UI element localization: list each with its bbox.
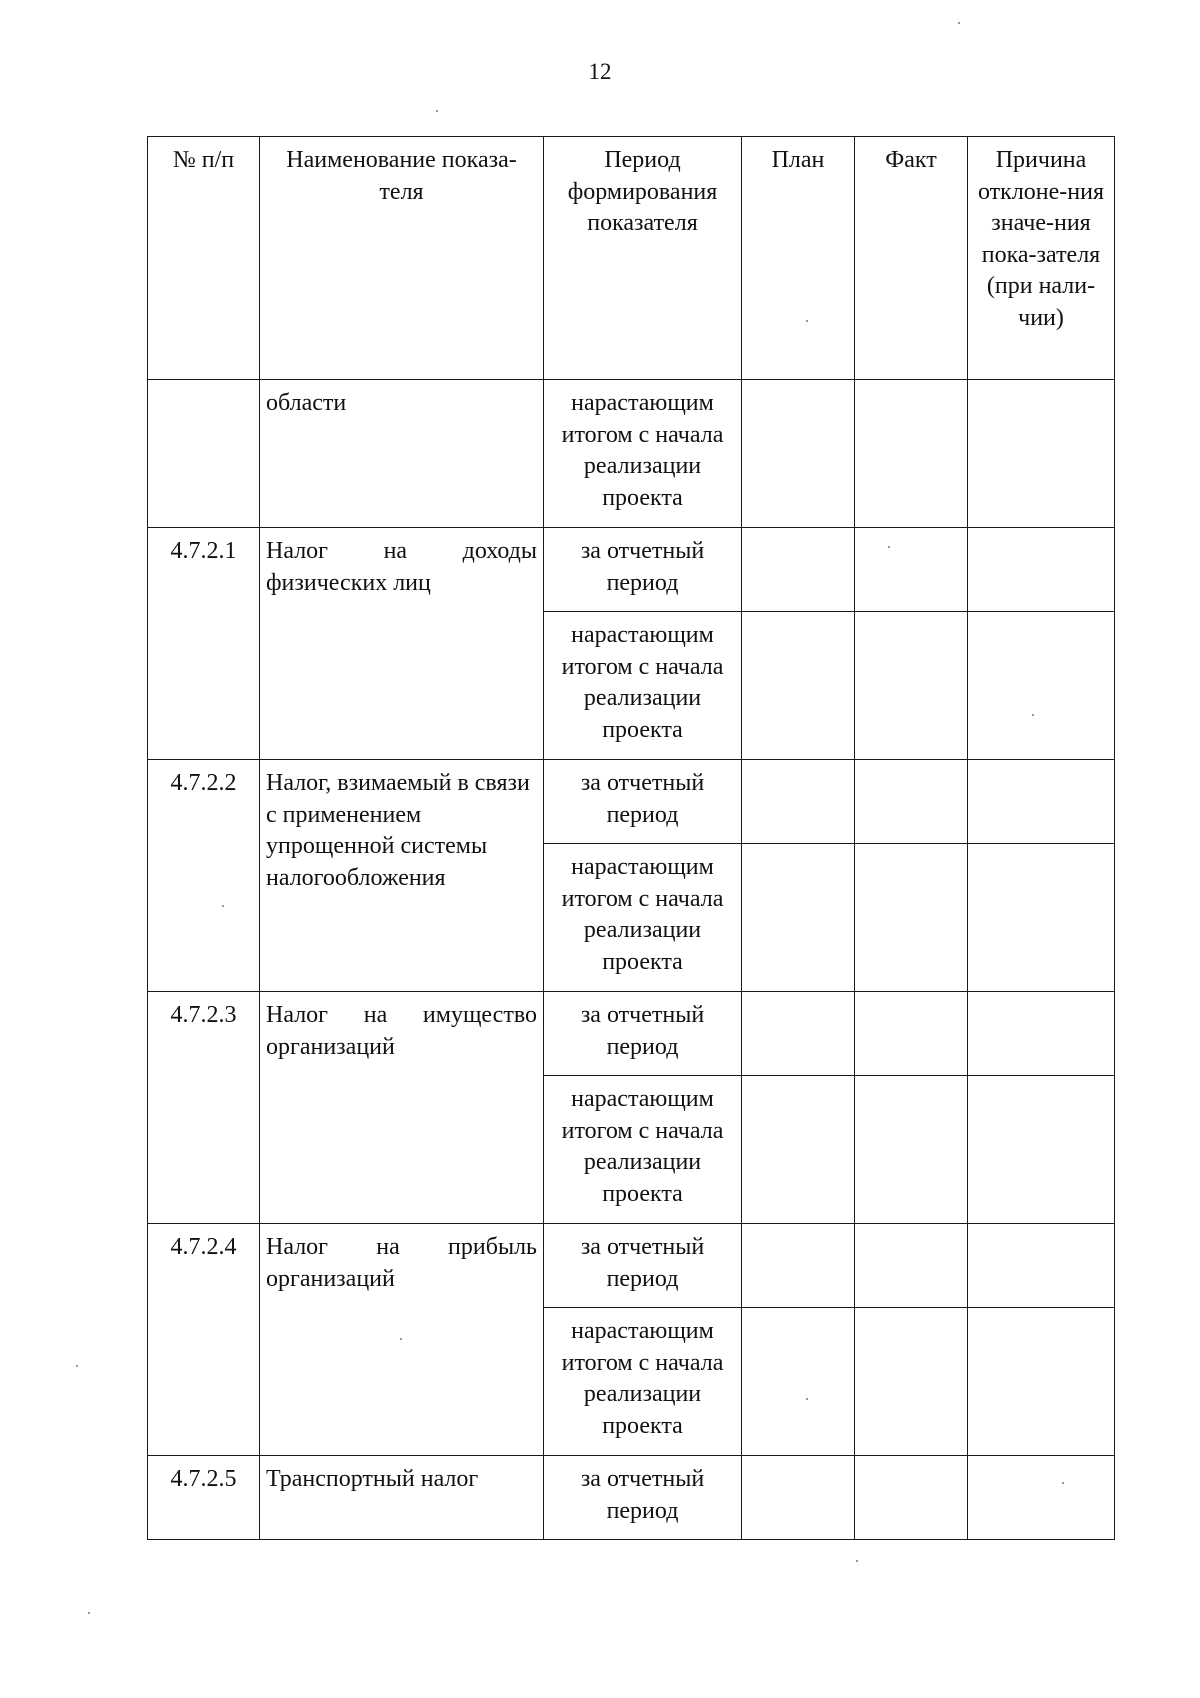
cell-plan	[742, 1308, 855, 1456]
cell-plan	[742, 1076, 855, 1224]
cell-fact	[855, 1456, 968, 1540]
cell-num: 4.7.2.4	[148, 1224, 260, 1456]
cell-reason	[968, 612, 1115, 760]
scan-speck	[222, 905, 224, 907]
cell-period: за отчетный период	[544, 992, 742, 1076]
scan-speck	[400, 1338, 402, 1340]
table-row	[148, 992, 1115, 1076]
cell-plan	[742, 612, 855, 760]
cell-period: нарастающим итогом с начала реализации проекта	[544, 1308, 742, 1456]
scan-speck	[958, 22, 960, 24]
cell-period: нарастающим итогом с начала реализации проекта	[544, 380, 742, 528]
header-reason: Причина отклоне-ния значе-ния пока-зателя (при нали-чии)	[968, 137, 1115, 380]
table-row	[148, 1224, 1115, 1308]
cell-fact	[855, 844, 968, 992]
scan-speck	[88, 1612, 90, 1614]
cell-num	[148, 380, 260, 528]
cell-reason	[968, 1308, 1115, 1456]
cell-plan	[742, 844, 855, 992]
table-row	[148, 528, 1115, 612]
cell-reason	[968, 760, 1115, 844]
cell-period: за отчетный период	[544, 1224, 742, 1308]
scan-speck	[806, 320, 808, 322]
table-row	[148, 760, 1115, 844]
cell-period: нарастающим итогом с начала реализации проекта	[544, 612, 742, 760]
cell-plan	[742, 992, 855, 1076]
cell-reason	[968, 992, 1115, 1076]
cell-name: области	[260, 380, 544, 528]
cell-fact	[855, 760, 968, 844]
cell-reason	[968, 844, 1115, 992]
cell-period: нарастающим итогом с начала реализации проекта	[544, 844, 742, 992]
cell-num: 4.7.2.2	[148, 760, 260, 992]
cell-plan	[742, 528, 855, 612]
scan-speck	[806, 1398, 808, 1400]
cell-fact	[855, 528, 968, 612]
cell-reason	[968, 1224, 1115, 1308]
header-plan: План	[742, 137, 855, 380]
scan-speck	[888, 546, 890, 548]
cell-plan	[742, 380, 855, 528]
cell-name: Налог на прибыль организаций	[260, 1224, 544, 1456]
table-row	[148, 1456, 1115, 1540]
cell-num: 4.7.2.5	[148, 1456, 260, 1540]
cell-fact	[855, 992, 968, 1076]
cell-period: за отчетный период	[544, 528, 742, 612]
cell-plan	[742, 1224, 855, 1308]
cell-plan	[742, 760, 855, 844]
scan-speck	[436, 110, 438, 112]
scan-speck	[1032, 714, 1034, 716]
cell-fact	[855, 1308, 968, 1456]
cell-reason	[968, 528, 1115, 612]
cell-period: нарастающим итогом с начала реализации проекта	[544, 1076, 742, 1224]
cell-period: за отчетный период	[544, 1456, 742, 1540]
header-fact: Факт	[855, 137, 968, 380]
header-period: Период формирования показателя	[544, 137, 742, 380]
cell-reason	[968, 1076, 1115, 1224]
cell-fact	[855, 612, 968, 760]
cell-reason	[968, 380, 1115, 528]
cell-plan	[742, 1456, 855, 1540]
table-header-row	[148, 137, 1115, 380]
cell-name: Транспортный налог	[260, 1456, 544, 1540]
cell-period: за отчетный период	[544, 760, 742, 844]
cell-name: Налог, взимаемый в связи с применением упрощенной системы налогообложения	[260, 760, 544, 992]
cell-num: 4.7.2.1	[148, 528, 260, 760]
indicators-table	[147, 136, 1115, 1540]
table-row-continuation	[148, 380, 1115, 528]
cell-fact	[855, 1076, 968, 1224]
cell-fact	[855, 380, 968, 528]
scan-speck	[76, 1365, 78, 1367]
header-name: Наименование показа-теля	[260, 137, 544, 380]
cell-fact	[855, 1224, 968, 1308]
scan-speck	[1062, 1482, 1064, 1484]
page-number: 12	[588, 59, 612, 84]
scan-speck	[856, 1560, 858, 1562]
cell-num: 4.7.2.3	[148, 992, 260, 1224]
cell-name: Налог на доходы физических лиц	[260, 528, 544, 760]
cell-reason	[968, 1456, 1115, 1540]
cell-name: Налог на имущество организаций	[260, 992, 544, 1224]
header-num: № п/п	[148, 137, 260, 380]
